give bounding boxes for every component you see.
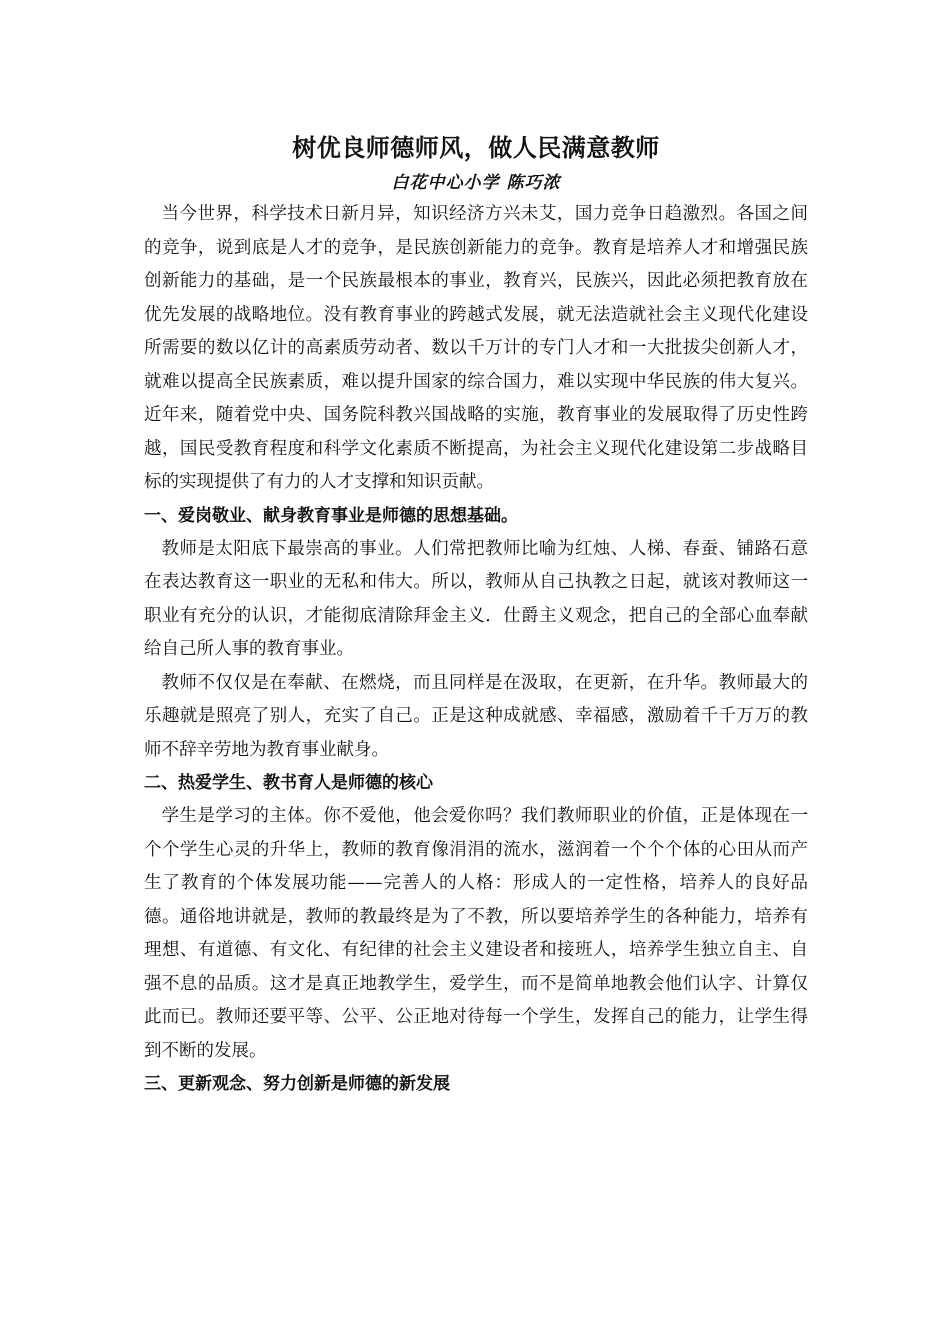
section1-paragraph-1: 教师是太阳底下最崇高的事业。人们常把教师比喻为红烛、人梯、春蚕、铺路石意在表达教育这一职业的无私和伟大。所以，教师从自己执教之日起，就该对教师这一职业有充分的认识，才能彻底清除拜金主义．仕爵主义观念，把自己的全部心血奉献给自己所人事的教育事业。: [144, 538, 808, 659]
document-title: 树优良师德师风，做人民满意教师: [292, 134, 660, 162]
section3-heading: 三、更新观念、努力创新是师德的新发展: [144, 1074, 450, 1094]
intro-paragraph: 当今世界，科学技术日新月异，知识经济方兴未艾，国力竞争日趋激烈。各国之间的竞争，说到底是人才的竞争，是民族创新能力的竞争。教育是培养人才和增强民族创新能力的基础，是一个民族最根本的事业，教育兴，民族兴，因此必须把教育放在优先发展的战略地位。没有教育事业的跨越式发展，就无法造就社会主义现代化建设所需要的数以亿计的高素质劳动者、数以千万计的专门人才和一大批拔尖创新人才，就难以提高全民族素质，难以提升国家的综合国力，难以实现中华民族的伟大复兴。近年来，随着党中央、国务院科教兴国战略的实施，教育事业的发展取得了历史性跨越，国民受教育程度和科学文化素质不断提高，为社会主义现代化建设第二步战略目标的实现提供了有力的人才支撑和知识贡献。: [144, 204, 808, 492]
section1-heading: 一、爱岗敬业、献身教育事业是师德的思想基础。: [144, 505, 518, 526]
document-page: [144, 128, 808, 1101]
section2-paragraph-1: 学生是学习的主体。你不爱他，他会爱你吗？我们教师职业的价值，正是体现在一个个学生心灵的升华上，教师的教育像涓涓的流水，滋润着一个个个体的心田从而产生了教育的个体发展功能——完善人的人格：形成人的一定性格，培养人的良好品德。通俗地讲就是，教师的教最终是为了不教，所以要培养学生的各种能力，培养有理想、有道德、有文化、有纪律的社会主义建设者和接班人，培养学生独立自主、自强不息的品质。这才是真正地教学生，爱学生，而不是简单地教会他们认字、计算仅此而已。教师还要平等、公平、公正地对待每一个学生，发挥自己的能力，让学生得到不断的发展。: [144, 806, 808, 1061]
section2-heading: 二、热爱学生、教书育人是师德的核心: [144, 773, 433, 793]
document-author: 白花中心小学 陈巧浓: [391, 173, 561, 193]
section1-paragraph-2: 教师不仅仅是在奉献、在燃烧，而且同样是在汲取，在更新，在升华。教师最大的乐趣就是照亮了别人，充实了自己。正是这种成就感、幸福感，激励着千千万万的教师不辞辛劳地为教育事业献身。: [144, 672, 808, 760]
